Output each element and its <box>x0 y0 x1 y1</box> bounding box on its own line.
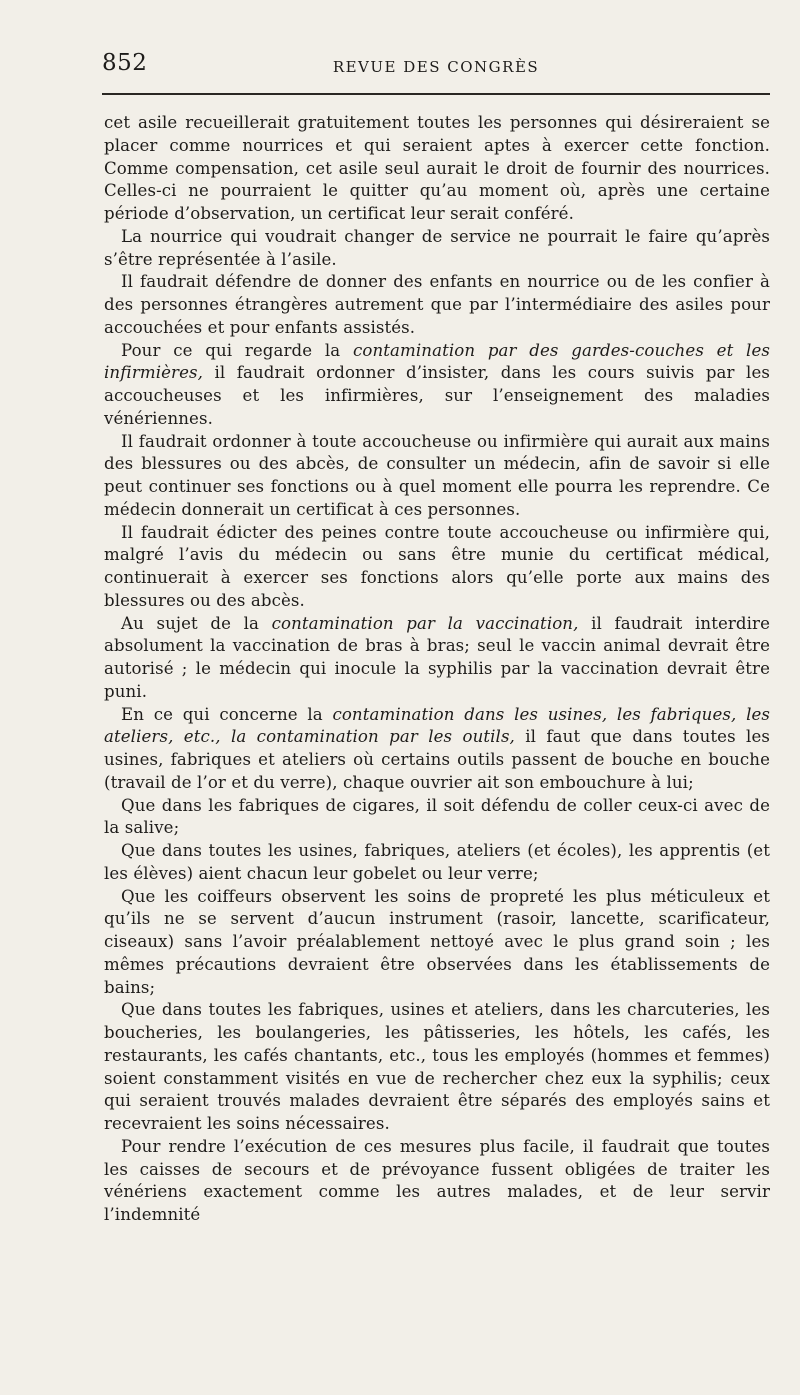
page-header <box>102 50 770 86</box>
page-number: 852 <box>102 50 148 76</box>
paragraph-text: Que les coiffeurs observent les soins de propreté les plus méticuleux et qu’ils ne se servent d’aucun instrument (rasoir, lancette, scarificateur, ciseaux) sans l’avoir préalablement nettoyé avec le plus grand soin ; les mêmes précautions devraient être observées dans les établissements de bains; <box>104 886 770 997</box>
paragraph <box>104 1136 770 1227</box>
paragraph <box>104 431 770 522</box>
paragraph-text: La nourrice qui voudrait changer de service ne pourrait le faire qu’après s’être représentée à l’asile. <box>104 226 770 269</box>
paragraph <box>104 704 770 795</box>
paragraph-text: il faut que dans toutes les usines, fabriques et ateliers où certains outils passent de bouche en bouche (travail de l’or et du verre), chaque ouvrier ait son embouchure à lui; <box>104 727 770 792</box>
paragraph <box>104 112 770 226</box>
paragraph <box>104 999 770 1136</box>
body-text <box>104 112 770 1227</box>
header-rule <box>102 93 770 95</box>
paragraph <box>104 886 770 1000</box>
paragraph-text: Pour rendre l’exécution de ces mesures plus facile, il faudrait que toutes les caisses de secours et de prévoyance fussent obligées de traiter les vénériens exactement comme les autres malades, et de leur servir l’indemnité <box>104 1136 770 1224</box>
italic-term: contamination par la vaccination, <box>271 613 579 633</box>
paragraph-text: En ce qui concerne la <box>121 704 333 724</box>
paragraph-text: cet asile recueillerait gratuitement toutes les personnes qui désireraient se placer comme nourrices et qui seraient aptes à exercer cette fonction. Comme compensation, cet asile seul aurait le droit de fournir des nourrices. Celles-ci ne pourraient le quitter qu’au moment où, après une certaine période d’observation, un certificat leur serait conféré. <box>104 113 770 223</box>
paragraph <box>104 271 770 339</box>
paragraph-text: Pour ce qui regarde la <box>121 340 354 360</box>
paragraph <box>104 226 770 272</box>
paragraph-text: Que dans toutes les fabriques, usines et ateliers, dans les charcuteries, les boucheries, les boulangeries, les pâtisseries, les hôtels, les cafés, les restaurants, les cafés chantants, etc., tous les employés (hommes et femmes) soient constamment visités en vue de rechercher chez eux la syphilis; ceux qui seraient trouvés malades devraient être séparés des employés sains et recevraient les soins nécessaires. <box>104 1000 770 1133</box>
paragraph-text: Que dans toutes les usines, fabriques, ateliers (et écoles), les apprentis (et les élèves) aient chacun leur gobelet ou leur verre; <box>104 841 770 883</box>
paragraph-text: Il faudrait défendre de donner des enfants en nourrice ou de les confier à des personnes étrangères autrement que par l’intermédiaire des asiles pour accouchées et pour enfants assistés. <box>104 272 770 337</box>
italic-term: contamination dans les usines, les fabriques, les ateliers, etc., la contamination par les outils, <box>104 704 771 747</box>
paragraph-text: Il faudrait ordonner à toute accoucheuse ou infirmière qui aurait aux mains des blessures ou des abcès, de consulter un médecin, afin de savoir si elle peut continuer ses fonctions ou à quel moment elle pourra les reprendre. Ce médecin donnerait un certificat à ces personnes. <box>104 431 770 519</box>
paragraph-text: Que dans les fabriques de cigares, il soit défendu de coller ceux-ci avec de la salive; <box>104 795 770 838</box>
paragraph <box>104 340 770 431</box>
running-head: REVUE DES CONGRÈS <box>332 58 540 76</box>
paragraph-text: Il faudrait édicter des peines contre toute accoucheuse ou infirmière qui, malgré l’avis du médecin ou sans être munie du certificat médical, continuerait à exercer ses fonctions alors qu’elle porte aux mains des blessures ou des abcès. <box>104 522 770 610</box>
paragraph-text: il faudrait ordonner d’insister, dans les cours suivis par les accoucheuses et les infirmières, sur l’enseignement des maladies vénériennes. <box>104 363 770 428</box>
paragraph-text: il faudrait interdire absolument la vaccination de bras à bras; seul le vaccin animal devrait être autorisé ; le médecin qui inocule la syphilis par la vaccination devrait être puni. <box>104 613 770 701</box>
paragraph <box>104 840 770 886</box>
paragraph-text: Au sujet de la <box>121 613 272 633</box>
paragraph <box>104 613 770 704</box>
paragraph <box>104 795 770 841</box>
italic-term: contamination par des gardes-couches et les infirmières, <box>104 340 770 383</box>
paragraph <box>104 522 770 613</box>
